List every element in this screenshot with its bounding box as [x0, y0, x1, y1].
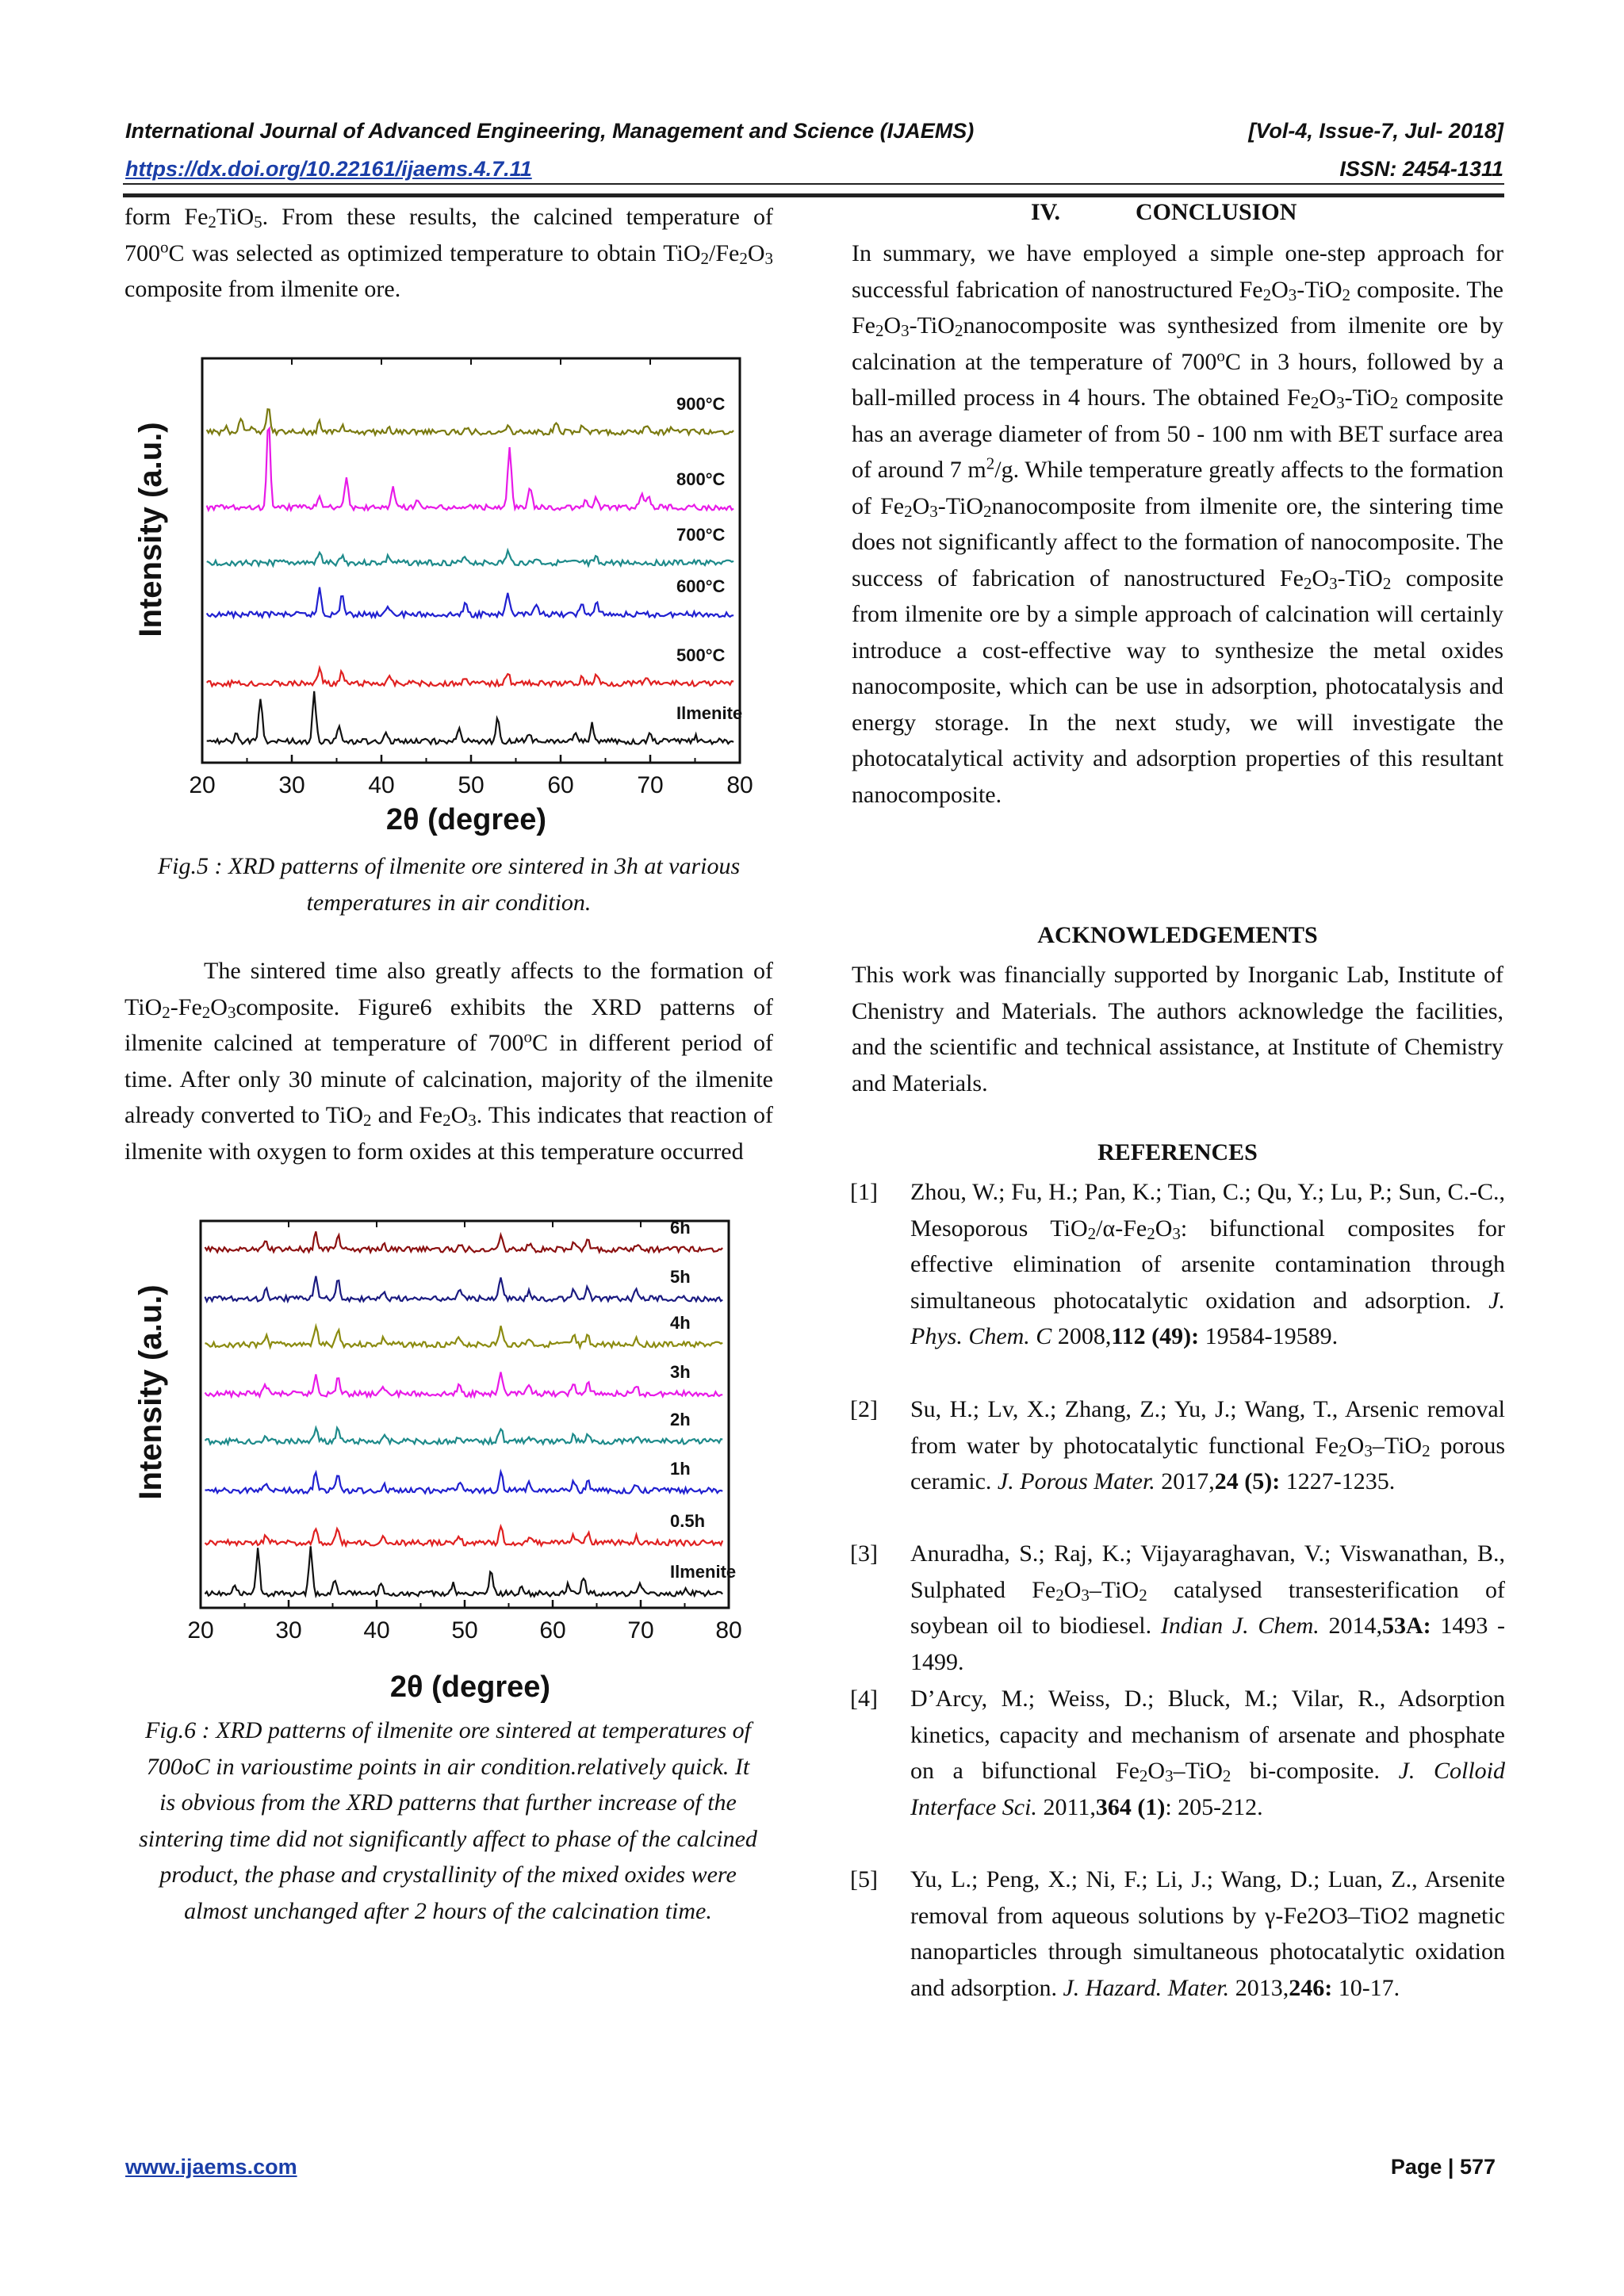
fig5-series-label: 600°C: [676, 576, 726, 596]
fig6-series-label: 4h: [670, 1313, 691, 1333]
fig6-caption: Fig.6 : XRD patterns of ilmenite ore sintered at temperatures of 700oC in varioustime points in air condition.relatively quick. It is obvious from the XRD patterns that further increase of the sintering time did not significantly affect to phase of the calcined product, the phase and crystallinity of the mixed oxides were almost unchanged after 2 hours of the calcination time.: [139, 1717, 757, 1924]
fig5-tick-label: 80: [726, 772, 753, 798]
fig6-series-label: 6h: [670, 1218, 691, 1238]
reference-4: [4] D’Arcy, M.; Weiss, D.; Bluck, M.; Vilar, R., Adsorption kinetics, capacity and mechanism of arsenate and phosphate on a bifunctional $Fe_2O_3-TiO_2$ bi-composite. J. Colloid Interface Sci. 2011,364 (1): 205-212.: [850, 1686, 1505, 1820]
fig5-caption: Fig.5 : XRD patterns of ilmenite ore sintered in 3h at various temperatures in air condition.: [157, 853, 741, 916]
fig6-tick-label: 40: [363, 1617, 390, 1644]
fig6-series-7: [205, 1546, 723, 1596]
conclusion-number: IV.: [1031, 199, 1060, 225]
issn: ISSN: 2454-1311: [1339, 157, 1503, 181]
fig5-tick-label: 20: [189, 772, 216, 798]
left-para-2: The sintered time also greatly affects to the formation of $TiO_2-Fe_2O_3composite$. Figure6 exhibits the XRD patterns of ilmenite calcined at temperature of 700$^o$C in different period of time. After only 30 minute of calcination, majority of the ilmenite already converted to TiO$_2$ and $Fe_2O_3$. This indicates that reaction of ilmenite with oxygen to form oxides at this temperature occurred: [124, 958, 773, 1165]
footer-website-link[interactable]: www.ijaems.com: [125, 2155, 297, 2179]
reference-1: [1] Zhou, W.; Fu, H.; Pan, K.; Tian, C.; Qu, Y.; Lu, P.; Sun, C.-C., Mesoporous $TiO_2/\alpha-Fe_2O_3$: bifunctional composites for effective elimination of arsenite contamination through simultaneous photocatalytic oxidation and adsorption. J. Phys. Chem. C 2008,112 (49): 19584-19589.: [850, 1179, 1505, 1349]
fig5-series-label: 700°C: [676, 525, 726, 545]
header-rule-thick: [123, 193, 1504, 197]
fig5-series-label: 800°C: [676, 469, 726, 489]
figure-5-xrd-chart: [133, 349, 773, 842]
fig6-series-label: 2h: [670, 1410, 691, 1429]
figure-6-xrd-chart: [133, 1211, 773, 1712]
fig6-series-label: 1h: [670, 1459, 691, 1479]
left-para-1: form $Fe_2TiO_5$. From these results, the calcined temperature of 700$^o$C was selected as optimized temperature to obtain $TiO_2/Fe_2O_3$ composite from ilmenite ore.: [124, 204, 773, 302]
page-number: Page | 577: [1390, 2155, 1496, 2179]
conclusion-text: In summary, we have employed a simple one-step approach for successful fabrication of nanostructured $Fe_2O_3-TiO_2$ composite. The $Fe_2O_3-TiO_2nanocomposite$ was synthesized from ilmenite ore by calcination at the temperature of 700$^o$C in 3 hours, followed by a ball-milled process in 4 hours. The obtained $Fe_2O_3-TiO_2$ composite has an average diameter of from 50 - 100 nm with BET surface area of around 7 $m^2/g$. While temperature greatly affects to the formation of $Fe_2O_3-TiO_2nanocomposite$ from ilmenite ore, the sintering time does not significantly affect to the formation of nanocomposite. The success of fabrication of nanostructured $Fe_2O_3-TiO_2$ composite from ilmenite ore by a simple approach of calcination will certainly introduce a cost-effective way to synthesize the metal oxides nanocomposite, which can be use in adsorption, photocatalysis and energy storage. In the next study, we will investigate the photocatalytical activity and adsorption properties of this resultant nanocomposite.: [852, 240, 1504, 808]
header-rule-thin: [123, 183, 1504, 185]
fig5-tick-label: 40: [368, 772, 395, 798]
doi-link[interactable]: https://dx.doi.org/10.22161/ijaems.4.7.11: [125, 157, 532, 181]
fig6-x-axis-label: 2θ (degree): [389, 1670, 551, 1704]
fig6-series-2: [205, 1326, 723, 1347]
fig6-tick-label: 30: [275, 1617, 302, 1644]
fig6-tick-label: 80: [715, 1617, 742, 1644]
fig6-series-label: 0.5h: [670, 1511, 706, 1531]
fig6-frame: [201, 1221, 729, 1608]
fig5-series-2: [207, 550, 733, 565]
fig5-series-label: 900°C: [676, 394, 726, 414]
fig5-series-label: Ilmenite: [676, 703, 743, 723]
fig6-tick-label: 20: [187, 1617, 214, 1644]
fig6-series-5: [205, 1472, 723, 1494]
fig5-tick-label: 30: [278, 772, 305, 798]
fig5-series-label: 500°C: [676, 645, 726, 665]
fig5-series-3: [207, 587, 733, 618]
conclusion-heading: CONCLUSION: [1136, 199, 1297, 225]
fig5-tick-label: 70: [637, 772, 664, 798]
fig6-series-1: [205, 1276, 723, 1302]
fig6-series-label: 3h: [670, 1362, 691, 1382]
fig5-x-axis-label: 2θ (degree): [385, 803, 547, 836]
fig6-series-3: [205, 1372, 723, 1397]
fig5-tick-label: 50: [458, 772, 485, 798]
references-heading: REFERENCES: [1097, 1139, 1258, 1165]
fig6-series-0: [205, 1231, 723, 1252]
fig6-y-axis-label: Intensity (a.u.): [133, 1284, 168, 1500]
fig6-tick-label: 70: [627, 1617, 654, 1644]
acknowledgements-heading: ACKNOWLEDGEMENTS: [1037, 922, 1318, 948]
fig5-y-axis-label: Intensity (a.u.): [133, 422, 168, 637]
acknowledgements-text: This work was financially supported by Inorganic Lab, Institute of Chenistry and Materials. The authors acknowledge the facilities, and the scientific and technical assistance, at Institute of Chemistry and Materials.: [852, 962, 1503, 1096]
fig6-tick-label: 50: [451, 1617, 478, 1644]
fig5-series-5: [207, 691, 733, 744]
reference-2: [2] Su, H.; Lv, X.; Zhang, Z.; Yu, J.; Wang, T., Arsenic removal from water by photocatalytic functional $Fe_2O_3-TiO_2$ porous ceramic. J. Porous Mater. 2017,24 (5): 1227-1235.: [850, 1396, 1506, 1494]
fig6-series-label: 5h: [670, 1267, 691, 1287]
journal-title: International Journal of Advanced Engineering, Management and Science (IJAEMS): [125, 119, 975, 143]
fig6-series-6: [205, 1526, 723, 1545]
fig6-series-4: [205, 1428, 723, 1445]
fig6-tick-label: 60: [539, 1617, 566, 1644]
reference-5: [5] Yu, L.; Peng, X.; Ni, F.; Li, J.; Wang, D.; Luan, Z., Arsenite removal from aqueous solutions by γ-Fe2O3–TiO2 magnetic nanoparticles through simultaneous photocatalytic oxidation and adsorption. J. Hazard. Mater. 2013,246: 10-17.: [850, 1866, 1505, 2001]
fig5-series-4: [207, 668, 733, 687]
reference-3: [3] Anuradha, S.; Raj, K.; Vijayaraghavan, V.; Viswanathan, B., Sulphated $Fe_2O_3-TiO_2$ catalysed transesterification of soybean oil to biodiesel. Indian J. Chem. 2014,53A: 1493 - 1499.: [850, 1540, 1505, 1675]
fig5-series-0: [207, 409, 733, 434]
volume-info: [Vol-4, Issue-7, Jul- 2018]: [1248, 119, 1503, 143]
fig6-series-label: Ilmenite: [670, 1562, 737, 1582]
fig5-tick-label: 60: [547, 772, 574, 798]
fig5-series-1: [207, 428, 733, 510]
